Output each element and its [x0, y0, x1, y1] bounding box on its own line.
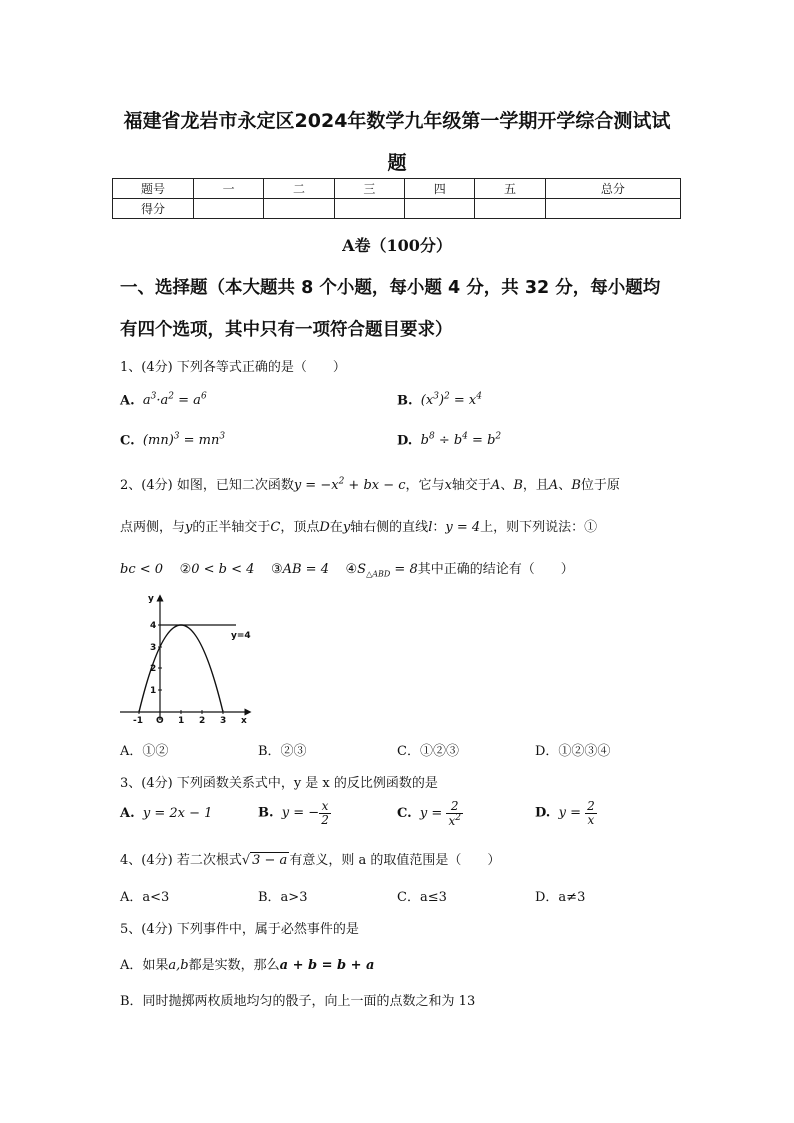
score-cell[interactable] [405, 199, 475, 219]
line-label: y=4 [231, 631, 251, 641]
x-tick-label: -1 [133, 716, 143, 726]
q2-option-b[interactable]: B．②③ [258, 744, 307, 759]
q4-option-a[interactable]: A．a<3 [120, 890, 170, 905]
score-table [112, 178, 681, 219]
q2-option-d[interactable]: D．①②③④ [535, 744, 611, 759]
q1-option-b[interactable]: B. $(x^3)^2 = x^4$ [397, 392, 482, 409]
parabola-graph [118, 592, 258, 727]
question-5-stem: 5、(4分) 下列事件中，属于必然事件的是 [120, 922, 359, 937]
question-3-stem: 3、(4分) 下列函数关系式中，y 是 x 的反比例函数的是 [120, 776, 438, 791]
question-1-stem: 1、(4分) 下列各等式正确的是（ ） [120, 360, 346, 375]
question-2-stem-line1: 2、(4分) 如图，已知二次函数$y = -x^2$ + bx − c，它与x轴交于A、B，且A、B位于原 [120, 476, 620, 493]
q3-option-a[interactable]: A. y = 2x − 1 [120, 806, 213, 821]
score-header-cell: 题号 [113, 179, 194, 199]
q1-option-c[interactable]: C. $(mn)^3 = mn^3$ [120, 432, 226, 449]
score-table-header-row [113, 179, 681, 199]
x-tick-label: 3 [220, 716, 227, 726]
score-header-cell: 一 [194, 179, 264, 199]
question-2-stem-line3: bc < 0 ②0 < b < 4 ③AB = 4 $④S_{\triangle ABD} = 8$其中正确的结论有（ ） [120, 562, 574, 579]
section-heading-continued: 有四个选项，其中只有一项符合题目要求） [120, 320, 453, 340]
q4-option-c[interactable]: C．a≤3 [397, 890, 447, 905]
y-tick-label: 4 [150, 621, 157, 631]
page-title: 福建省龙岩市永定区2024年数学九年级第一学期开学综合测试试 [123, 110, 671, 132]
score-header-cell: 总分 [545, 179, 680, 199]
q3-option-b[interactable]: B. y = − $\frac{x}{2}$ [258, 799, 329, 827]
section-heading: 一、选择题（本大题共 8 个小题，每小题 4 分，共 32 分，每小题均 [120, 278, 661, 298]
score-header-cell: 三 [334, 179, 404, 199]
score-row-label: 得分 [113, 199, 194, 219]
q4-option-d[interactable]: D．a≠3 [535, 890, 586, 905]
score-table-row [113, 199, 681, 219]
q4-option-b[interactable]: B．a>3 [258, 890, 308, 905]
q3-option-d[interactable]: D. y = $\frac{2}{x}$ [535, 799, 595, 827]
score-cell[interactable] [545, 199, 680, 219]
x-tick-label: 2 [199, 716, 206, 726]
q2-option-c[interactable]: C．①②③ [397, 744, 459, 759]
y-tick-label: 1 [150, 686, 157, 696]
q2-option-a[interactable]: A．①② [120, 744, 169, 759]
paper-part-heading: A卷（100分） [342, 236, 452, 255]
origin-label: O [156, 716, 164, 726]
score-header-cell: 五 [475, 179, 545, 199]
score-cell[interactable] [475, 199, 545, 219]
question-2-stem-line2: 点两侧，与y的正半轴交于C，顶点D在y轴右侧的直线l：y = 4上，则下列说法：① [120, 520, 598, 535]
q5-option-a[interactable]: A．如果a,b都是实数，那么a + b = b + a [120, 958, 375, 973]
y-tick-label: 2 [150, 664, 157, 674]
y-tick-label: 3 [150, 643, 157, 653]
score-header-cell: 四 [405, 179, 475, 199]
score-cell[interactable] [334, 199, 404, 219]
score-cell[interactable] [264, 199, 334, 219]
y-axis-label: y [148, 594, 154, 604]
x-axis-label: x [241, 716, 247, 726]
page-title-continued: 题 [387, 152, 407, 174]
question-4-stem: 4、(4分) 若二次根式√ 3 − a 有意义，则 a 的取值范围是（ ） [120, 853, 501, 868]
x-tick-label: 1 [178, 716, 185, 726]
score-header-cell: 二 [264, 179, 334, 199]
q1-option-d[interactable]: D. $b^8 \div b^4 = b^2$ [397, 432, 502, 449]
q1-option-a[interactable]: A. $a^3\cdot a^2 = a^6$ [120, 392, 207, 409]
q3-option-c[interactable]: C. y = $\frac{2}{x^2}$ [397, 799, 461, 828]
q5-option-b[interactable]: B．同时抛掷两枚质地均匀的骰子，向上一面的点数之和为 13 [120, 994, 476, 1009]
score-cell[interactable] [194, 199, 264, 219]
